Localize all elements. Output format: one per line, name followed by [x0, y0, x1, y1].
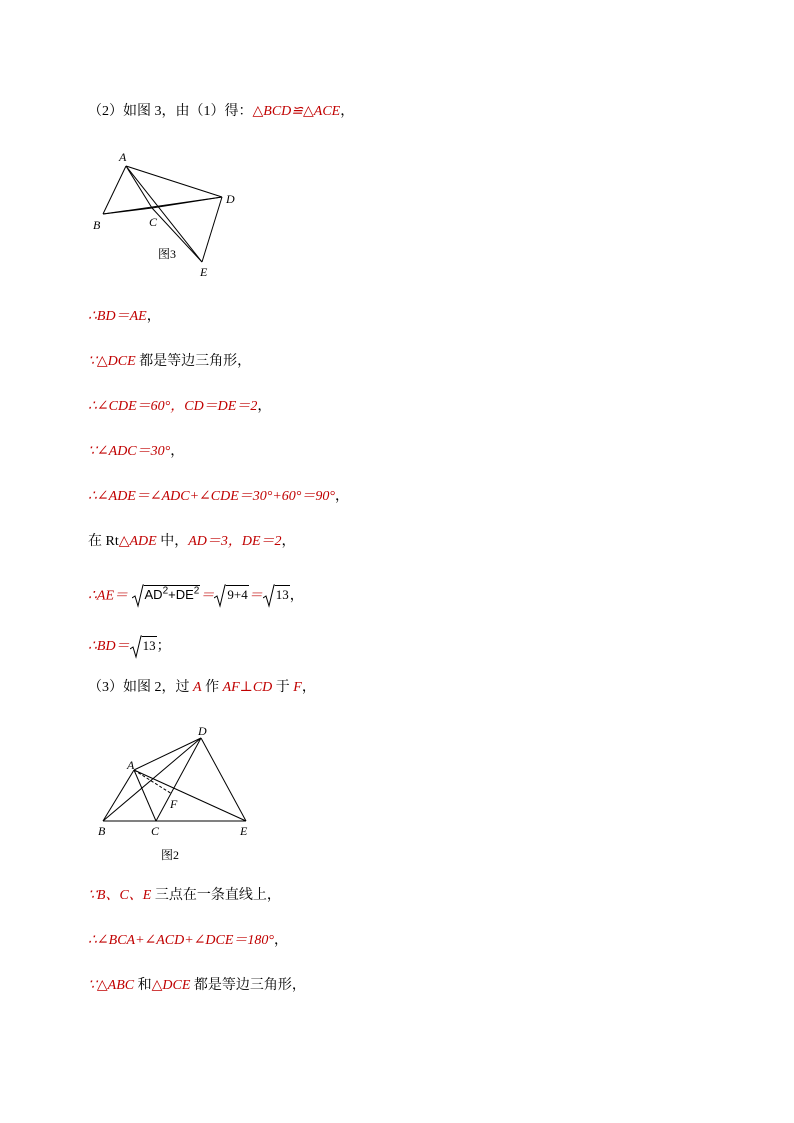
step-text-plain: 和: [134, 978, 152, 993]
triangle-name: ∵△ABC: [88, 978, 135, 993]
label-E: E: [240, 824, 248, 838]
radicand: 13: [142, 638, 156, 653]
radical-icon: [214, 584, 226, 608]
equals-sign: ＝: [200, 588, 215, 604]
segment-AD: [126, 166, 222, 197]
congruence-statement: △BCD≌△ACE: [252, 104, 341, 119]
step-angle-sum-180: [88, 931, 288, 951]
label-C: C: [149, 215, 158, 229]
label-A: A: [127, 758, 135, 772]
punct: ，: [146, 309, 161, 324]
punct: ，: [274, 933, 289, 948]
part2-heading: [88, 102, 354, 122]
part2-intro: （2）如图 3，由（1）得：: [88, 104, 253, 119]
punct: ；: [156, 639, 171, 654]
step-cde-60: [88, 397, 271, 417]
segment-AD: [134, 738, 201, 770]
step-text-plain: 中，: [156, 534, 189, 549]
exponent: 2: [162, 586, 169, 597]
step-dce-equilateral: [88, 352, 251, 372]
punct: ，: [335, 489, 350, 504]
figure-2-caption: 图2: [161, 848, 180, 862]
perpendicular-statement: AF⊥CD: [222, 680, 273, 695]
point-f: F: [293, 680, 302, 695]
figure-3: [88, 145, 248, 285]
step-text: ∵△DCE: [88, 354, 136, 369]
figure-3-caption: 图3: [158, 247, 177, 261]
step-text: ∴∠CDE＝60°，CD＝DE＝2: [88, 399, 258, 414]
step-bd-sqrt: [88, 633, 171, 660]
segment-CD: [152, 197, 222, 208]
label-D: D: [226, 192, 235, 206]
step-text: AD＝3，DE＝2: [188, 534, 282, 549]
label-D: D: [198, 724, 207, 738]
step-text-plain: 在 Rt: [88, 534, 119, 549]
label-F: F: [170, 797, 178, 811]
triangle-name: △DCE: [151, 978, 191, 993]
segment-AE: [134, 770, 246, 821]
figure-2: [88, 718, 268, 866]
radicand-2: 9+4: [227, 587, 248, 603]
segment-DE: [201, 738, 246, 821]
punct: ，: [281, 534, 296, 549]
punct: ，: [289, 588, 304, 604]
point-a: A: [193, 680, 202, 695]
punct: ，: [170, 444, 185, 459]
radicand-text: AD: [144, 587, 163, 603]
equals-sign: ＝: [248, 588, 263, 604]
step-bce-collinear: [88, 886, 281, 906]
step-adc-30: [88, 442, 184, 462]
label-A: A: [119, 150, 127, 164]
step-text: ∴BD＝AE: [88, 309, 147, 324]
step-text-plain: 作: [201, 680, 223, 695]
step-ade-90: [88, 487, 349, 507]
step-text: ∵B、C、E: [88, 888, 152, 903]
step-text: ∵∠ADC＝30°: [88, 444, 171, 459]
step-right-triangle: [88, 532, 296, 552]
segment-CD: [156, 738, 201, 821]
step-two-equilateral: [88, 976, 306, 996]
step-text-plain: 于: [272, 680, 294, 695]
step-text: ∴∠ADE＝∠ADC+∠CDE＝30°+60°＝90°: [88, 489, 336, 504]
radicand-text: +DE: [168, 587, 194, 603]
label-B: B: [98, 824, 106, 838]
triangle-name: △ADE: [118, 534, 157, 549]
segment-BD: [103, 738, 201, 821]
radical-icon: [132, 584, 144, 608]
punct: ，: [301, 680, 316, 695]
step-text-plain: 都是等边三角形，: [190, 978, 306, 993]
label-E: E: [200, 265, 208, 279]
radical-icon: [130, 635, 142, 659]
radical-icon: [263, 584, 275, 608]
label-C: C: [151, 824, 160, 838]
punct: ，: [340, 104, 355, 119]
punct: ，: [257, 399, 272, 414]
segment-DE: [202, 197, 222, 262]
label-B: B: [93, 218, 101, 232]
part3-intro: （3）如图 2，过: [88, 680, 193, 695]
radicand-1: [144, 585, 201, 602]
segment-AB: [103, 166, 126, 214]
step-text: ∴BD＝: [88, 639, 130, 654]
step-text-plain: 都是等边三角形，: [135, 354, 252, 369]
segment-AC: [134, 770, 156, 821]
step-text: ∴AE＝: [88, 588, 129, 604]
exponent: 2: [193, 586, 200, 597]
step-text: ∴∠BCA+∠ACD+∠DCE＝180°: [88, 933, 275, 948]
step-text-plain: 三点在一条直线上，: [151, 888, 281, 903]
step-bd-eq-ae: [88, 307, 161, 327]
part3-heading: [88, 678, 316, 698]
radicand-3: 13: [275, 587, 289, 603]
segment-AB: [103, 770, 134, 821]
step-ae-sqrt: [88, 579, 304, 609]
segment-AC: [126, 166, 152, 208]
